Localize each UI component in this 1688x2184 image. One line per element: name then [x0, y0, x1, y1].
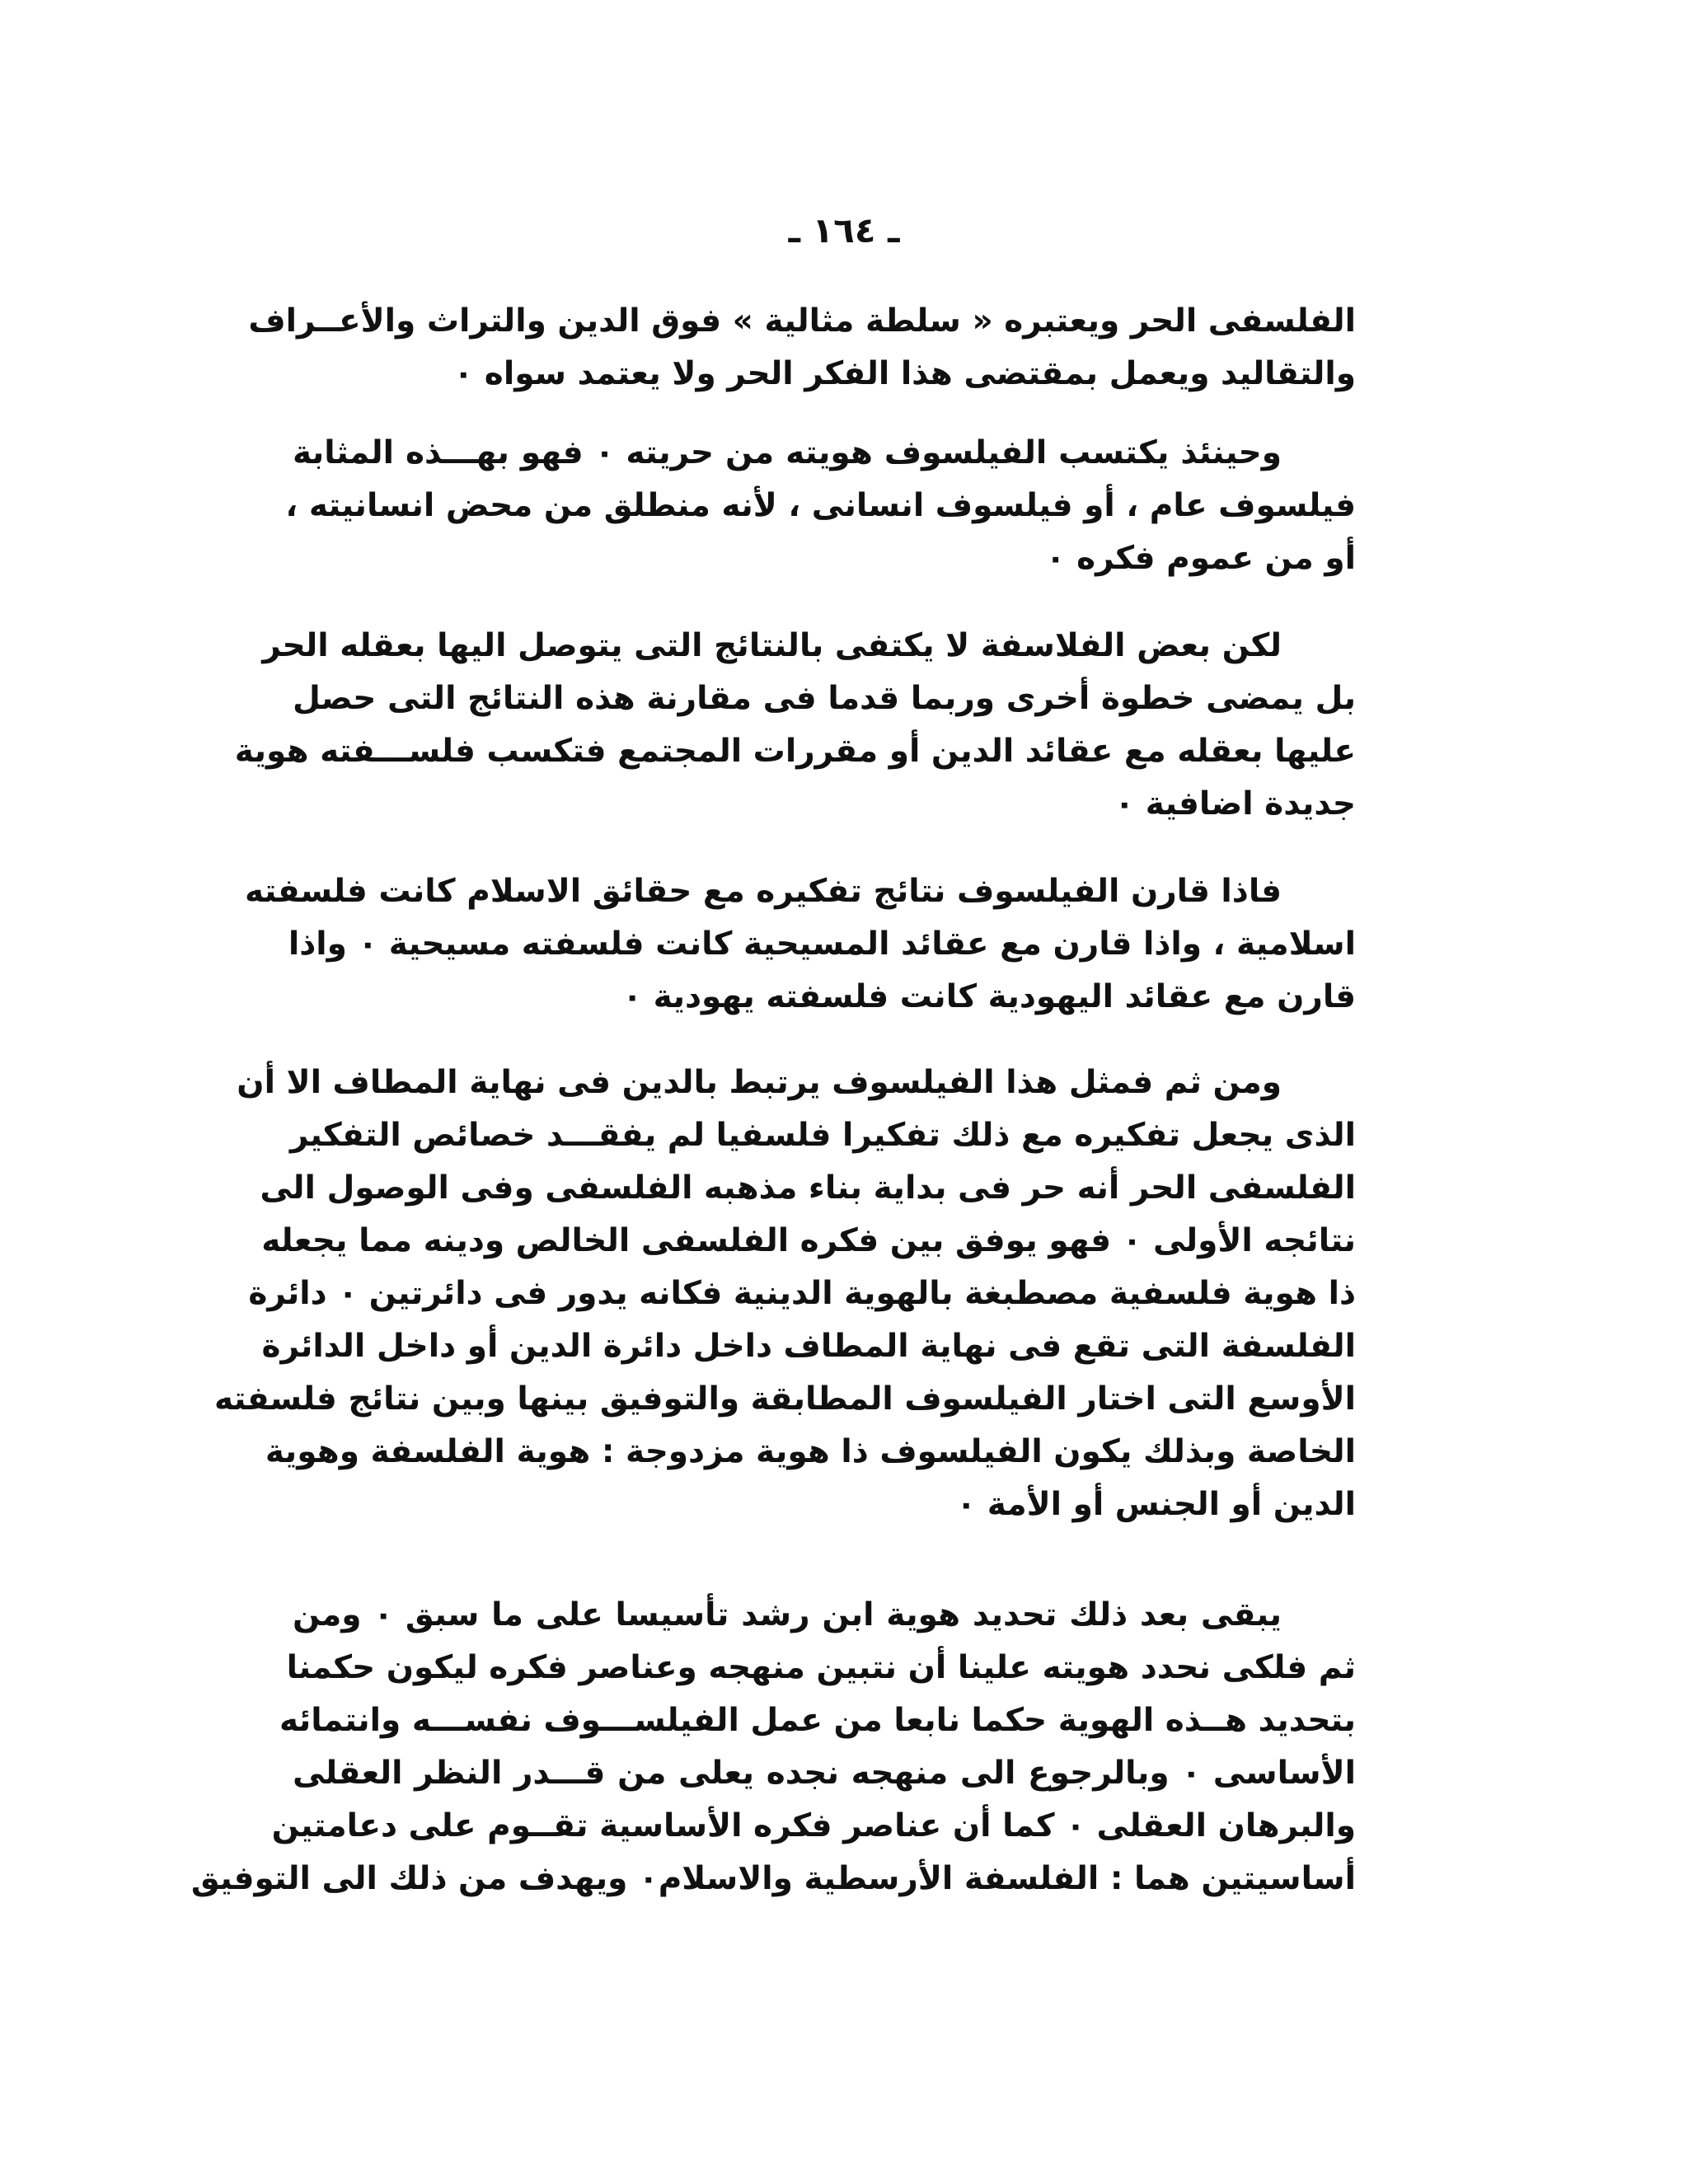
paragraph-line: الذى يجعل تفكيره مع ذلك تفكيرا فلسفيا لم يفقـــد خصائص التفكير: [289, 1117, 1356, 1154]
paragraph-line: عليها بعقله مع عقائد الدين أو مقررات المجتمع فتكسب فلســـفته هوية: [234, 733, 1356, 770]
paragraph-line: الفلسفى الحر أنه حر فى بداية بناء مذهبه الفلسفى وفى الوصول الى: [260, 1169, 1356, 1207]
paragraph-line: بتحديد هــذه الهوية حكما نابعا من عمل الفيلســـوف نفســـه وانتمائه: [279, 1702, 1356, 1739]
paragraph-1: [248, 295, 1356, 401]
paragraph-line: ومن ثم فمثل هذا الفيلسوف يرتبط بالدين فى نهاية المطاف الا أن: [237, 1064, 1282, 1101]
paragraph-line: الأوسع التى اختار الفيلسوف المطابقة والتوفيق بينها وبين نتائج فلسفته: [214, 1380, 1356, 1418]
paragraph-6: [190, 1589, 1356, 1905]
paragraph-5: [214, 1057, 1356, 1531]
paragraph-line: الفلسفى الحر ويعتبره « سلطة مثالية » فوق الدين والتراث والأعــراف: [248, 302, 1356, 340]
paragraph-line: بل يمضى خطوة أخرى وربما قدما فى مقارنة هذه النتائج التى حصل: [293, 680, 1356, 717]
paragraph-3: [234, 620, 1356, 831]
paragraph-line: فاذا قارن الفيلسوف نتائج تفكيره مع حقائق الاسلام كانت فلسفته: [245, 873, 1282, 910]
paragraph-line: فيلسوف عام ، أو فيلسوف انسانى ، لأنه منطلق من محض انسانيته ،: [285, 487, 1356, 524]
paragraph-line: قارن مع عقائد اليهودية كانت فلسفته يهودية ٠: [622, 978, 1356, 1015]
paragraph-line: أو من عموم فكره ٠: [1045, 540, 1356, 577]
paragraph-line: والبرهان العقلى ٠ كما أن عناصر فكره الأساسية تقــوم على دعامتين: [271, 1807, 1356, 1844]
paragraph-line: الدين أو الجنس أو الأمة ٠: [956, 1486, 1356, 1523]
paragraph-line: ثم فلكى نحدد هويته علينا أن نتبين منهجه وعناصر فكره ليكون حكمنا: [286, 1649, 1356, 1686]
paragraph-line: يبقى بعد ذلك تحديد هوية ابن رشد تأسيسا على ما سبق ٠ ومن: [293, 1596, 1282, 1633]
paragraph-line: نتائجه الأولى ٠ فهو يوفق بين فكره الفلسفى الخالص ودينه مما يجعله: [261, 1222, 1356, 1259]
paragraph-line: الفلسفة التى تقع فى نهاية المطاف داخل دائرة الدين أو داخل الدائرة: [261, 1328, 1356, 1365]
paragraph-line: لكن بعض الفلاسفة لا يكتفى بالنتائج التى يتوصل اليها بعقله الحر: [262, 627, 1282, 664]
paragraph-line: ذا هوية فلسفية مصطبغة بالهوية الدينية فكانه يدور فى دائرتين ٠ دائرة: [248, 1275, 1356, 1312]
paragraph-line: اسلامية ، واذا قارن مع عقائد المسيحية كانت فلسفته مسيحية ٠ واذا: [288, 926, 1356, 963]
paragraph-line: والتقاليد ويعمل بمقتضى هذا الفكر الحر ولا يعتمد سواه ٠: [453, 355, 1356, 392]
paragraph-2: [285, 427, 1356, 585]
paragraph-line: جديدة اضافية ٠: [1114, 785, 1356, 823]
paragraph-4: [245, 865, 1356, 1024]
paragraph-line: الخاصة وبذلك يكون الفيلسوف ذا هوية مزدوجة : هوية الفلسفة وهوية: [265, 1433, 1356, 1470]
page-number: ـ ١٦٤ ـ: [788, 210, 900, 251]
paragraph-line: الأساسى ٠ وبالرجوع الى منهجه نجده يعلى من قـــدر النظر العقلى: [293, 1755, 1356, 1792]
paragraph-line: أساسيتين هما : الفلسفة الأرسطية والاسلام٠ ويهدف من ذلك الى التوفيق: [190, 1860, 1356, 1897]
paragraph-line: وحينئذ يكتسب الفيلسوف هويته من حريته ٠ فهو بهـــذه المثابة: [293, 434, 1282, 471]
